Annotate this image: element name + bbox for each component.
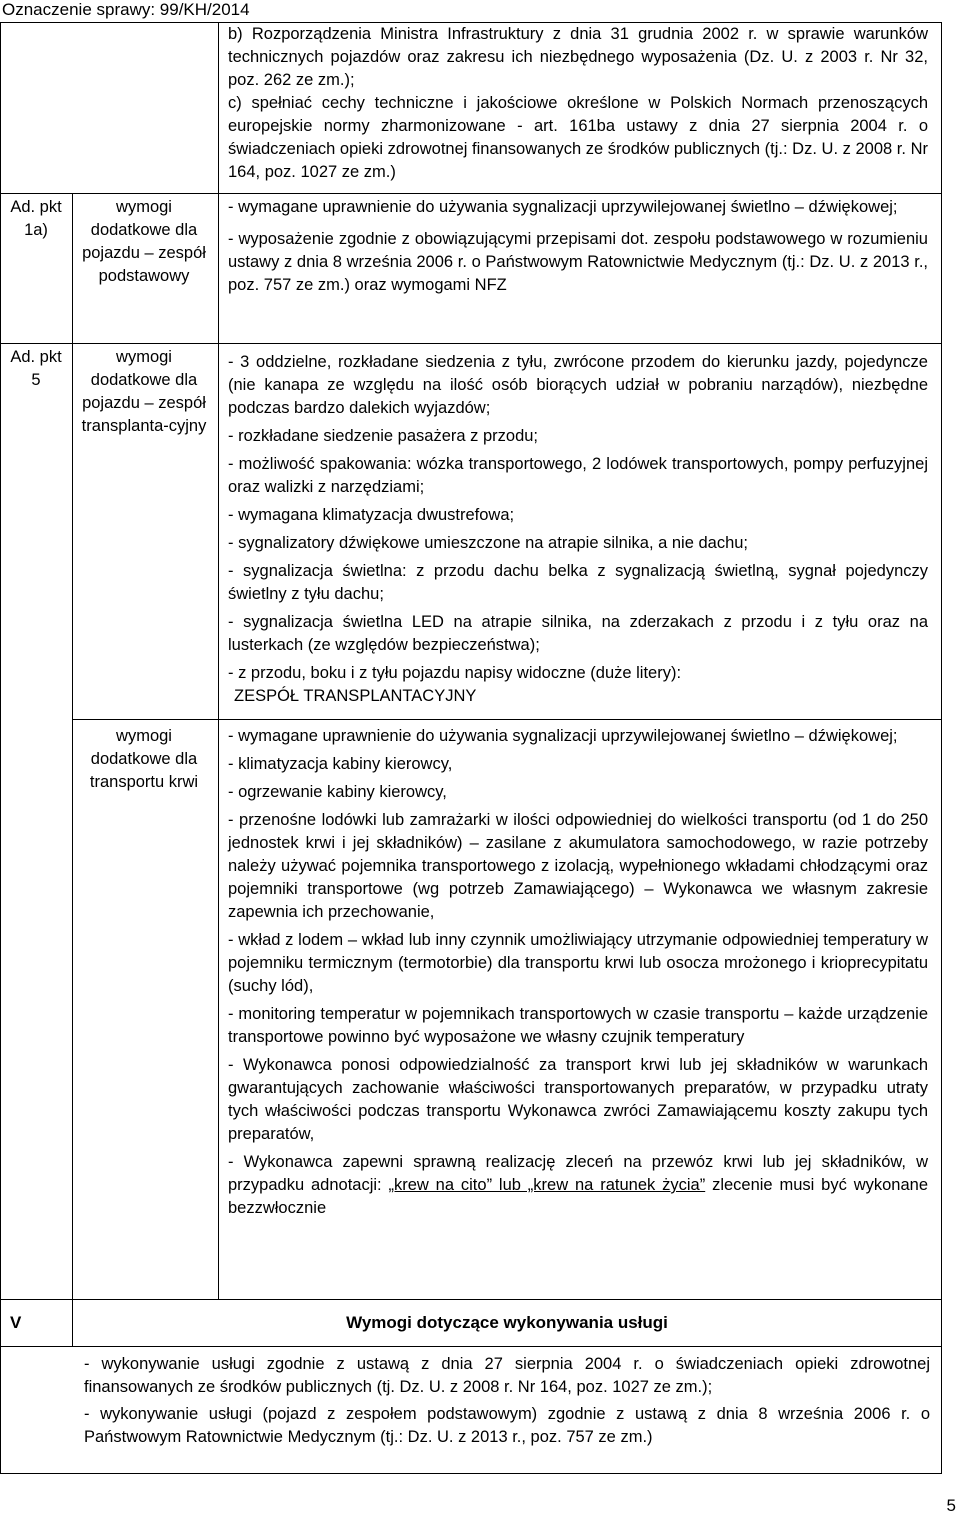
list-item: - klimatyzacja kabiny kierowcy, [228, 755, 453, 773]
list-item: - monitoring temperatur w pojemnikach transportowych w czasie transportu – każde urządzenie transportowe powinno być wyposażone we własny czujnik temperatury [228, 1005, 928, 1046]
section-v-items [84, 1353, 930, 1449]
list-item: - wykonywanie usługi (pojazd z zespołem podstawowym) zgodnie z ustawą z dnia 8 września 2006 r. o Państwowym Ratownictwie Medycznym (tj.: Dz. U. z 2013 r., poz. 757 ze zm.) [84, 1405, 930, 1446]
reference-b: b) Rozporządzenia Ministra Infrastruktury z dnia 31 grudnia 2002 r. w sprawie warunków technicznych pojazdów oraz zakresu ich niezbędnego wyposażenia (Dz. U. z 2003 r. Nr 32, poz. 262 ze zm.); [228, 25, 928, 89]
row-items-basic [228, 196, 928, 306]
vehicle-sign-text: ZESPÓŁ TRANSPLANTACYJNY [234, 687, 477, 705]
list-item: - rozkładane siedzenie pasażera z przodu; [228, 427, 539, 445]
row-divider-4 [0, 1299, 942, 1300]
list-item-last-post: zlecenie musi być wykonane bezzwłocznie [228, 1176, 928, 1217]
list-item: - sygnalizacja świetlna: z przodu dachu belka z sygnalizacją świetlną, sygnał pojedynczy świetlny z tyłu dachu; [228, 562, 928, 603]
row-category-basic: wymogi dodatkowe dla pojazdu – zespół podstawowy [82, 198, 206, 285]
col-divider-2 [218, 22, 219, 1299]
section-title: Wymogi dotyczące wykonywania usługi [346, 1313, 668, 1332]
list-item: - ogrzewanie kabiny kierowcy, [228, 783, 447, 801]
row-divider-5 [0, 1346, 942, 1347]
row-divider-3 [72, 719, 942, 720]
case-reference: Oznaczenie sprawy: 99/KH/2014 [2, 0, 250, 19]
list-item: - wymagane uprawnienie do używania sygnalizacji uprzywilejowanej świetlno – dźwiękowej; [228, 727, 898, 745]
list-item: - 3 oddzielne, rozkładane siedzenia z tyłu, zwrócone przodem do kierunku jazdy, pojedyncze (nie kanapa ze względu na ilość osób biorących udział w pobraniu narządów), niezbędne podczas bardzo dalekich wyjazdów; [228, 353, 928, 417]
row-ref-1a: Ad. pkt 1a) [10, 198, 62, 239]
row-items-transplant [228, 351, 928, 708]
row-divider-1 [0, 193, 942, 194]
list-item: - sygnalizacja świetlna LED na atrapie silnika, na zderzakach z przodu i z tyłu oraz na lusterkach (ze względów bezpieczeństwa); [228, 613, 928, 654]
page-number: 5 [946, 1496, 956, 1515]
legal-references-block [228, 23, 928, 184]
list-item: - możliwość spakowania: wózka transportowego, 2 lodówek transportowych, pompy perfuzyjnej oraz walizki z narzędziami; [228, 455, 928, 496]
list-item: - wymagana klimatyzacja dwustrefowa; [228, 506, 515, 524]
row-ref-5: Ad. pkt 5 [10, 348, 62, 389]
list-item: - przenośne lodówki lub zamrażarki w ilości odpowiedniej do wielkości transportu (od 1 do 250 jednostek krwi i jej składników) – zasilane z akumulatora samochodowego, w razie potrzeby należy używać pojemnika transportowego z izolacją, wypełnionego wkładami chłodzącymi oraz pojemniki transportowe (wg potrzeb Zamawiającego) – Wykonawca we własnym zakresie zapewnia ich przechowanie, [228, 811, 928, 921]
list-item: - Wykonawca ponosi odpowiedzialność za transport krwi lub jej składników w warunkach gwarantujących zachowanie właściwości transportowanych preparatów, w przypadku utraty tych właściwości podczas transportu Wykonawca zwróci Zamawiającemu koszty zakupu tych preparatów, [228, 1056, 928, 1143]
table-border-bottom [0, 1473, 942, 1474]
row-items-blood [228, 725, 928, 1220]
row-category-blood: wymogi dodatkowe dla transportu krwi [89, 727, 199, 791]
urgent-annotation: „krew na cito” lub „krew na ratunek życia” [388, 1176, 706, 1194]
list-item: - sygnalizatory dźwiękowe umieszczone na atrapie silnika, a nie dachu; [228, 534, 749, 552]
list-item: - wymagane uprawnienie do używania sygnalizacji uprzywilejowanej świetlno – dźwiękowej; [228, 198, 898, 216]
row-category-transplant: wymogi dodatkowe dla pojazdu – zespół transplanta-cyjny [81, 348, 207, 435]
list-item: - wyposażenie zgodnie z obowiązującymi przepisami dot. zespołu podstawowego w rozumieniu ustawy z dnia 8 września 2006 r. o Państwowym Ratownictwie Medycznym (tj.: Dz. U. z 2013 r., poz. 757 ze zm.) oraz wymogami NFZ [228, 230, 928, 294]
row-divider-2 [0, 343, 942, 344]
table-border-right [941, 22, 942, 1474]
col-divider-1 [72, 193, 73, 1299]
table-border-left [0, 22, 1, 1474]
list-item: - wykonywanie usługi zgodnie z ustawą z dnia 27 sierpnia 2004 r. o świadczeniach opieki zdrowotnej finansowanych ze środków publicznych (tj. Dz. U. z 2008 r. Nr 164, poz. 1027 ze zm.); [84, 1355, 930, 1396]
list-item: - z przodu, boku i z tyłu pojazdu napisy widoczne (duże litery): [228, 664, 682, 682]
reference-c: c) spełniać cechy techniczne i jakościowe określone w Polskich Normach przenoszących europejskie normy zharmonizowane - art. 161ba ustawy z dnia 27 sierpnia 2004 r. o świadczeniach opieki zdrowotnej finansowanych ze środków publicznych (tj.: Dz. U. z 2008 r. Nr 164, poz. 1027 ze zm.) [228, 94, 928, 181]
list-item-last [228, 1151, 928, 1220]
list-item-last-pre: - Wykonawca zapewni sprawną realizację zleceń na przewóz krwi lub jej składników, w przypadku adnotacji: [228, 1153, 928, 1194]
section-number: V [10, 1313, 22, 1332]
list-item: - wkład z lodem – wkład lub inny czynnik umożliwiający utrzymanie odpowiedniej temperatury w pojemniku termicznym (termotorbie) dla transportu krwi lub osocza mrożonego i krioprecypitatu (suchy lód), [228, 931, 928, 995]
